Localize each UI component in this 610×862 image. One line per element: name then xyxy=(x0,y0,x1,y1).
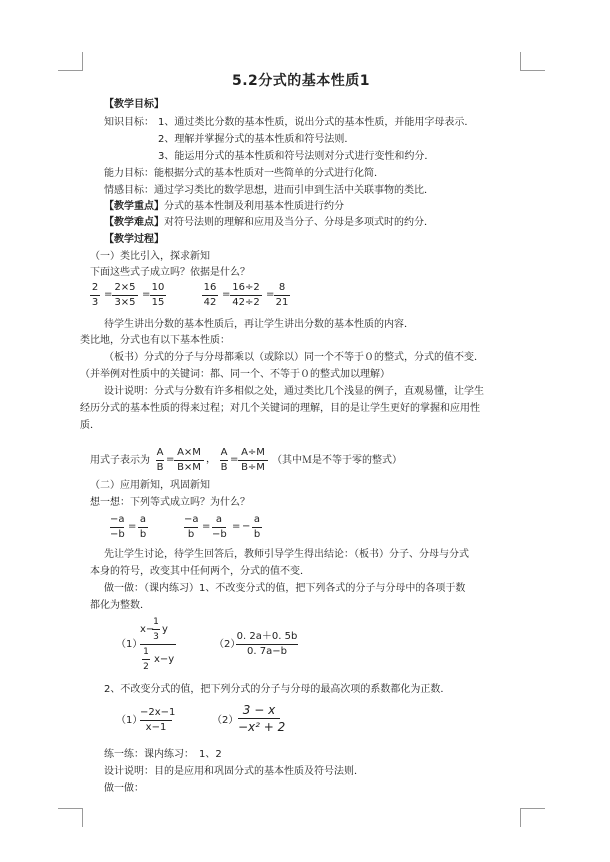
difficulty-point xyxy=(104,216,434,230)
r2-frac: 3 − x −x² + 2 xyxy=(238,703,286,734)
para-analogy: 类比地，分式也有以下基本性质： xyxy=(80,335,230,346)
comma: ， xyxy=(206,454,216,465)
r1-frac: −2x−1 x−1 xyxy=(140,707,176,733)
para-sign2: 本身的符号，改变其中任何两个，分式的值不变． xyxy=(90,566,310,577)
ex1-frac-a: 2 3 xyxy=(91,282,99,308)
key-heading: 【教学重点】 xyxy=(104,201,164,212)
knowledge-item-2: 2、理解并掌握分式的基本性质和符号法则． xyxy=(158,134,355,145)
exercise-q2-label: （2） xyxy=(214,639,241,650)
sign-frac-2: a b xyxy=(139,514,147,540)
minus-sign: − xyxy=(242,521,251,532)
q1-top-pre: x− xyxy=(140,624,155,635)
key-point xyxy=(104,200,344,214)
sign-frac-1: −a −b xyxy=(110,514,125,540)
crop-mark-bottom-left xyxy=(58,808,83,827)
part1-question: 下面这些式子成立吗？依据是什么？ xyxy=(90,267,250,278)
ability-goal: 能力目标：能根据分式的基本性质对一些简单的分式进行化简． xyxy=(104,168,384,179)
process-heading: 【教学过程】 xyxy=(104,234,164,245)
knowledge-item-1: 1、通过类比分数的基本性质，说出分式的基本性质，并能用字母表示． xyxy=(158,117,475,128)
equals-sign: = xyxy=(128,521,137,532)
letters-frac-d: A÷M B÷M xyxy=(238,447,268,474)
letters-prefix: 用式子表示为 xyxy=(90,455,150,466)
difficulty-heading: 【教学难点】 xyxy=(104,217,164,228)
practice-line: 练一练：课内练习： 1、2 xyxy=(104,749,222,760)
q1-complex-fraction xyxy=(140,616,176,672)
equals-sign: = xyxy=(230,454,239,465)
ex2-frac-c: 8 21 xyxy=(275,282,289,308)
document-title: 5.2分式的基本性质1 xyxy=(232,73,371,89)
part2-heading: （二）应用新知，巩固新知 xyxy=(90,480,210,491)
sign-frac-5: a b xyxy=(253,514,261,540)
ex2-frac-b: 16÷2 42÷2 xyxy=(230,282,262,309)
do1-line1: 做一做：（课内练习）1、不改变分式的值，把下列各式的分子与分母中的各项于数 xyxy=(104,583,466,594)
equals-sign: = xyxy=(142,289,151,300)
crop-mark-bottom-right xyxy=(520,808,545,827)
design1-line3: 质． xyxy=(80,420,100,431)
design1-line2: 经历分式的基本性质的得来过程；对几个关键词的理解，目的是让学生更好的掌握和应用性 xyxy=(80,403,480,414)
equals-sign: = xyxy=(166,454,175,465)
equals-sign: = xyxy=(104,289,113,300)
crop-mark-top-right xyxy=(520,52,545,71)
equals-sign: = xyxy=(232,521,241,532)
q1-top-post: y xyxy=(162,624,168,635)
exercise-q1-label: （1） xyxy=(116,639,143,650)
equals-sign: = xyxy=(202,521,211,532)
design2-line: 设计说明：目的是应用和巩固分式的基本性质及符号法则． xyxy=(104,766,364,777)
q1-top-inner-frac: 1 3 xyxy=(153,617,159,642)
para-stress: （并举例对性质中的关键词：都、同一个、不等于０的整式加以理解） xyxy=(80,369,390,380)
sign-frac-3: −a b xyxy=(184,514,199,540)
q1-bottom-post: x−y xyxy=(154,654,175,665)
think-question: 想一想：下列等式成立吗？为什么？ xyxy=(90,497,250,508)
q1-bottom-inner-frac: 1 2 xyxy=(143,647,149,672)
equals-sign: = xyxy=(222,289,231,300)
para-teacher1: 待学生讲出分数的基本性质后，再让学生讲出分数的基本性质的内容． xyxy=(104,319,414,330)
knowledge-item-3: 3、能运用分式的基本性质和符号法则对分式进行变性和约分． xyxy=(158,151,435,162)
para-property: （板书）分式的分子与分母都乘以（或除以）同一个不等于０的整式，分式的值不变． xyxy=(104,352,484,363)
para-sign1: 先让学生讨论，待学生回答后，教师引导学生得出结论：（板书）分子、分母与分式 xyxy=(104,549,469,560)
key-text: 分式的基本性制及利用基本性质进行约分 xyxy=(164,201,344,212)
letters-frac-c: A B xyxy=(220,447,228,473)
difficulty-text: 对符号法则的理解和应用及当分子、分母是多项式时的约分． xyxy=(164,217,434,228)
knowledge-label: 知识目标： xyxy=(104,117,154,128)
exercise-r2-label: （2） xyxy=(212,715,239,726)
q1-main-bar xyxy=(140,644,176,645)
ex1-frac-b: 2×5 3×5 xyxy=(112,282,138,309)
goals-heading: 【教学目标】 xyxy=(104,99,164,110)
letters-frac-a: A B xyxy=(156,447,164,473)
equals-sign: = xyxy=(266,289,275,300)
q2-frac: 0. 2a＋0. 5b 0. 7a−b xyxy=(236,631,298,657)
crop-mark-top-left xyxy=(58,52,83,71)
ex1-frac-c: 10 15 xyxy=(151,282,165,308)
do2: 2、不改变分式的值，把下列分式的分子与分母的最高次项的系数都化为正数． xyxy=(104,684,451,695)
letters-suffix: （其中Ｍ是不等于零的整式） xyxy=(272,455,402,466)
part1-heading: （一）类比引入，探求新知 xyxy=(90,251,210,262)
exercise-r1-label: （1） xyxy=(116,715,143,726)
design1-line1: 设计说明：分式与分数有许多相似之处，通过类比几个浅显的例子，直观易懂，让学生 xyxy=(104,386,484,397)
ex2-frac-a: 16 42 xyxy=(203,282,217,308)
do-last: 做一做： xyxy=(104,783,144,794)
sign-frac-4: a −b xyxy=(212,514,227,540)
do1-line2: 都化为整数． xyxy=(90,600,150,611)
emotion-goal: 情感目标：通过学习类比的数学思想，进而引申到生活中关联事物的类比． xyxy=(104,185,434,196)
letters-frac-b: A×M B×M xyxy=(174,447,204,474)
